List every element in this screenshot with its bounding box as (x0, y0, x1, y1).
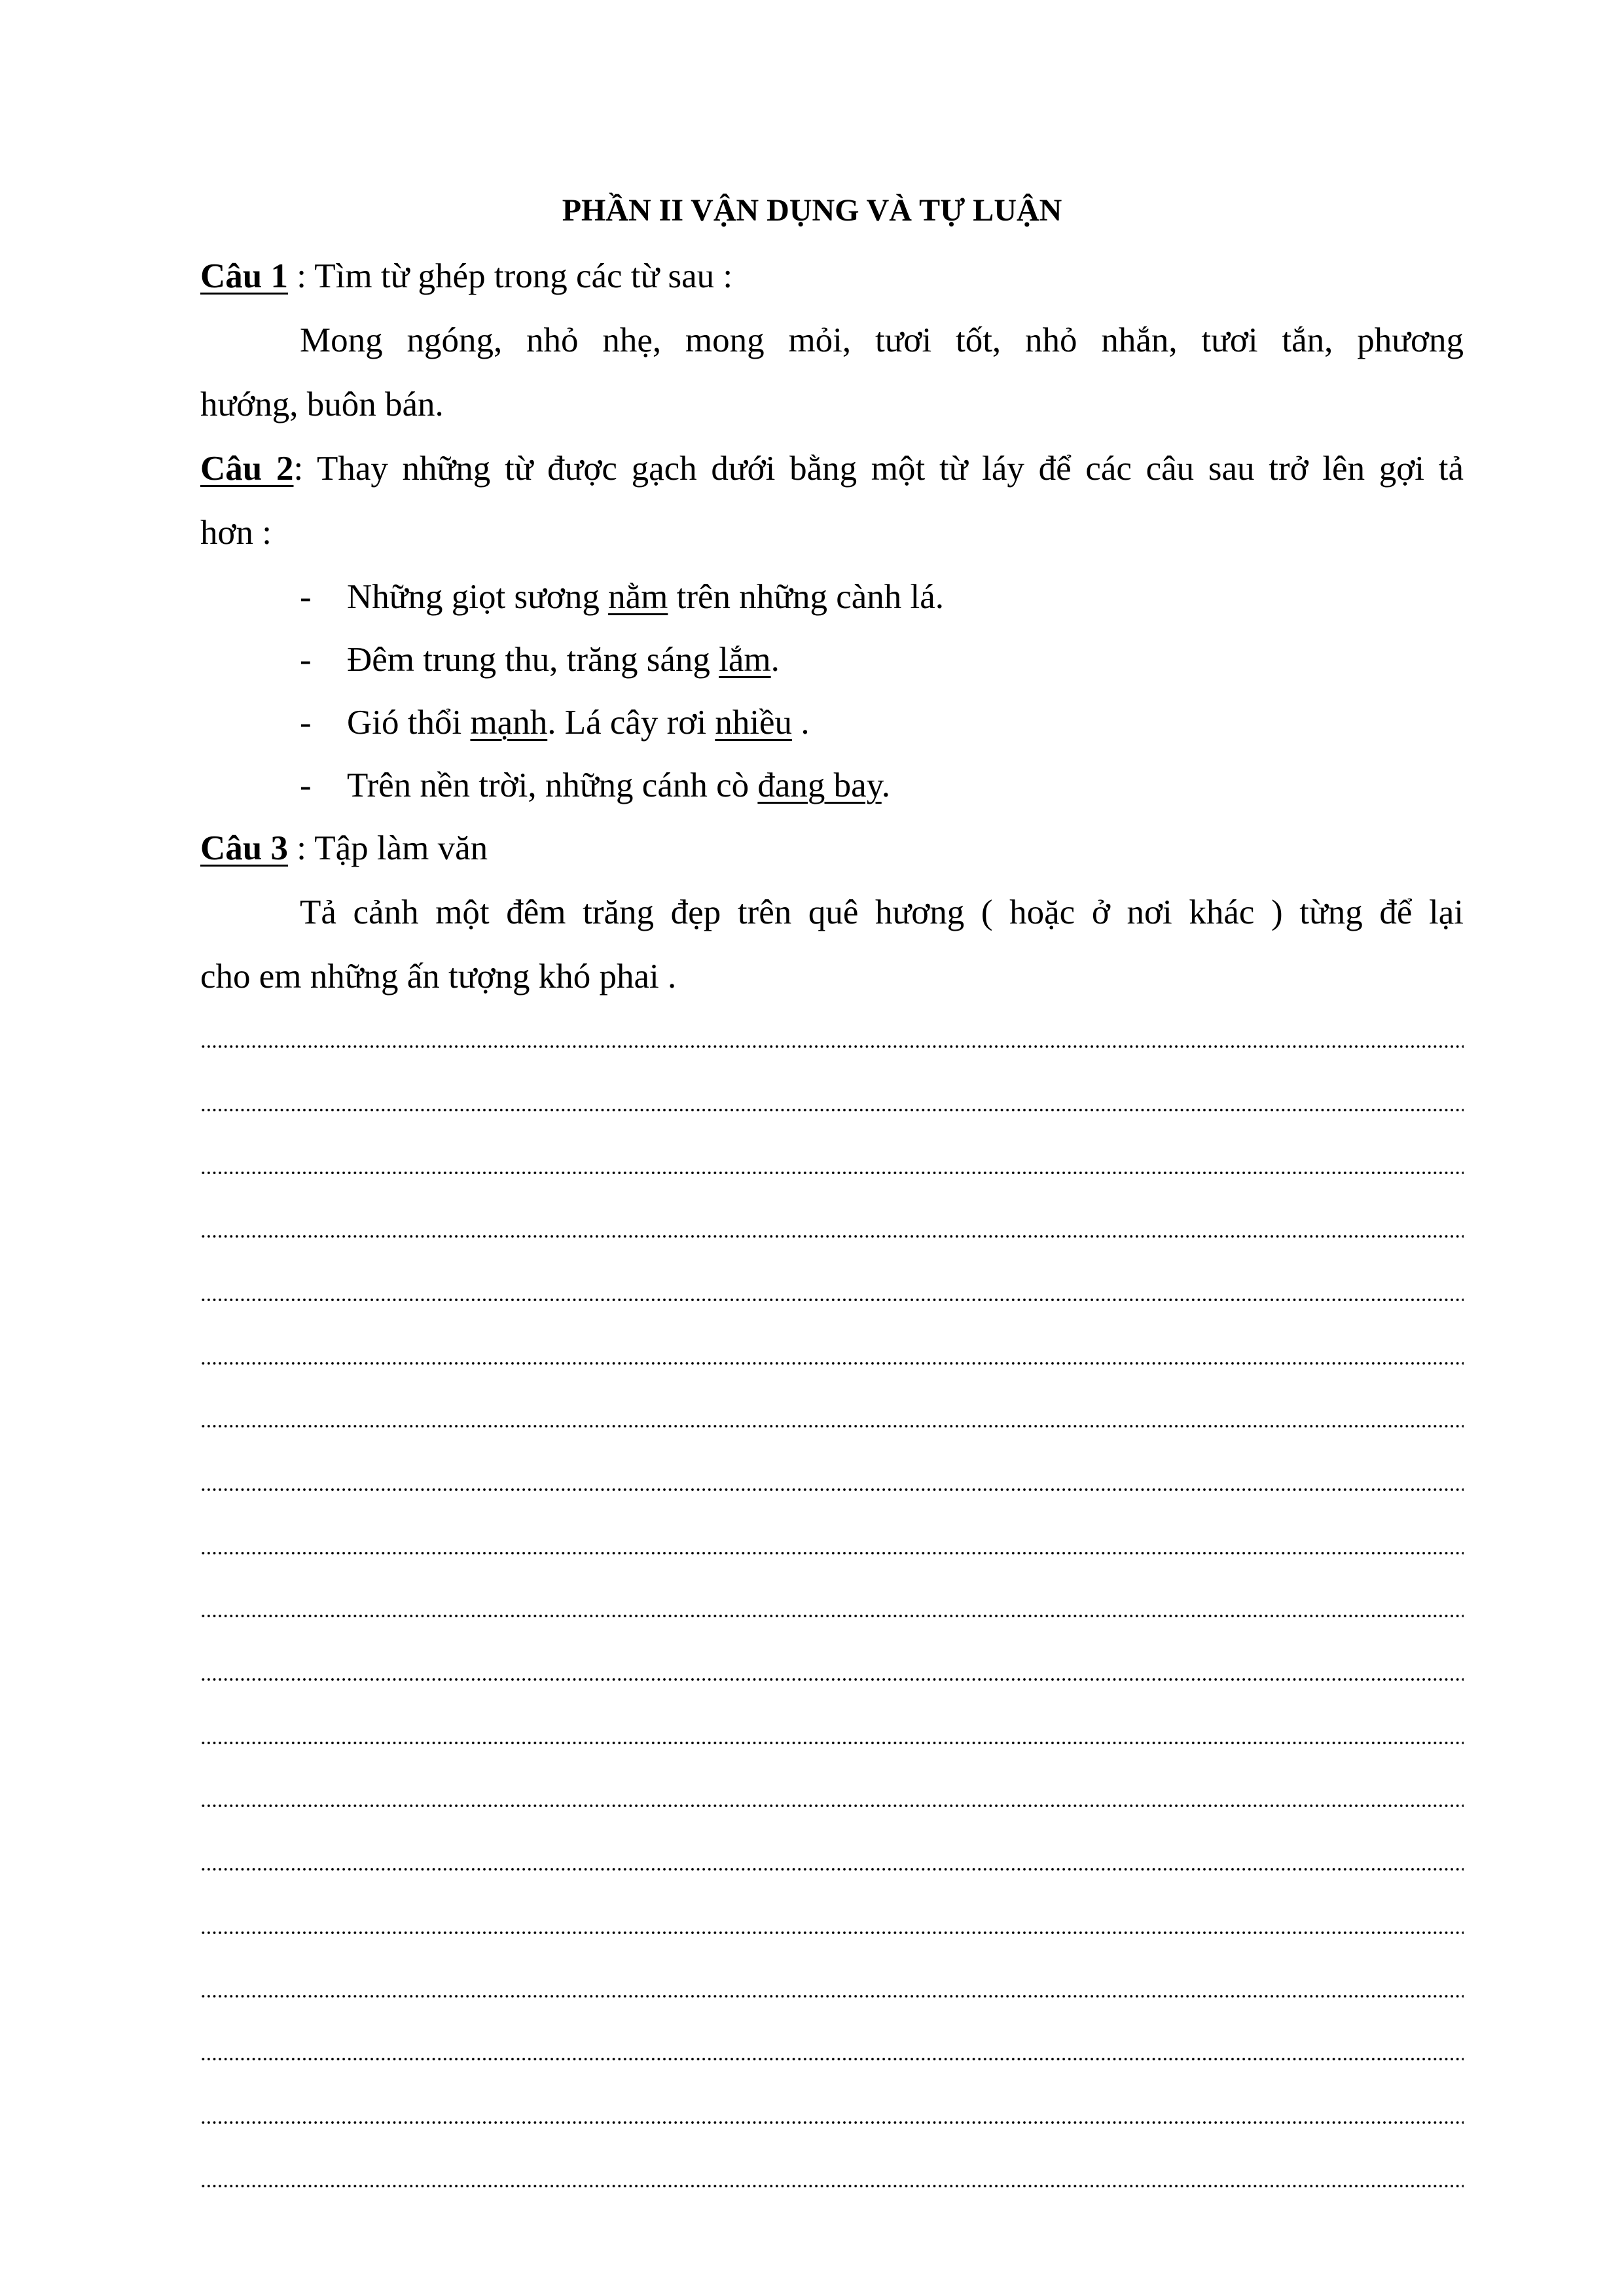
question-3-prompt (200, 825, 1464, 871)
question-2-text-line-2: hơn : (200, 514, 272, 552)
dash: - (300, 704, 312, 742)
answer-dotted-line[interactable] (200, 1045, 1464, 1048)
underlined-word: đang bay (757, 766, 882, 804)
answer-dotted-line[interactable] (200, 1552, 1464, 1554)
answer-dotted-line[interactable] (200, 1995, 1464, 1998)
question-1-text: : Tìm từ ghép trong các từ sau : (288, 257, 733, 295)
question-1-prompt (200, 253, 1464, 299)
answer-dotted-line[interactable] (200, 1172, 1464, 1174)
answer-dotted-line[interactable] (200, 1931, 1464, 1934)
answer-dotted-line[interactable] (200, 1804, 1464, 1807)
answer-dotted-line[interactable] (200, 2058, 1464, 2060)
question-3-label: Câu 3 (200, 829, 289, 867)
question-2-text: : Thay những từ được gạch dưới bằng một từ láy để các câu sau trở lên gợi tả (293, 450, 1464, 488)
answer-dotted-line[interactable] (200, 1299, 1464, 1301)
answer-dotted-line[interactable] (200, 1362, 1464, 1365)
question-3-text: : Tập làm văn (288, 829, 488, 867)
question-2-item-4: - Trên nền trời, những cánh cò đang bay. (300, 762, 890, 808)
underlined-word: lắm (719, 641, 771, 679)
question-2-item-2: - Đêm trung thu, trăng sáng lắm. (300, 637, 780, 683)
answer-dotted-line[interactable] (200, 1109, 1464, 1111)
dash: - (300, 578, 312, 616)
question-2-prompt (200, 446, 1464, 492)
answer-dotted-line[interactable] (200, 1615, 1464, 1617)
answer-dotted-line[interactable] (200, 1235, 1464, 1238)
answer-dotted-line[interactable] (200, 1678, 1464, 1681)
question-1-words-line-1: Mong ngóng, nhỏ nhẹ, mong mỏi, tươi tốt, nhỏ nhắn, tươi tắn, phương (300, 321, 1464, 359)
page-title: PHẦN II VẬN DỤNG VÀ TỰ LUẬN (562, 193, 1062, 228)
underlined-word: mạnh (470, 704, 548, 742)
question-2-item-3: - Gió thổi mạnh. Lá cây rơi nhiều . (300, 700, 810, 745)
underlined-word: nhiều (715, 704, 793, 742)
question-1-words-line-2: hướng, buôn bán. (200, 386, 444, 423)
answer-dotted-line[interactable] (200, 1425, 1464, 1427)
question-2-label: Câu 2 (200, 450, 294, 488)
question-3-task-line-1: Tả cảnh một đêm trăng đẹp trên quê hương ( hoặc ở nơi khác ) từng để lại (300, 893, 1464, 931)
question-1-label: Câu 1 (200, 257, 289, 295)
answer-dotted-line[interactable] (200, 2121, 1464, 2124)
dash: - (300, 766, 312, 804)
underlined-word: nằm (608, 578, 668, 616)
question-2-item-1: - Những giọt sương nằm trên những cành lá. (300, 574, 944, 620)
answer-dotted-line[interactable] (200, 1488, 1464, 1491)
question-3-task-line-2: cho em những ấn tượng khó phai . (200, 958, 677, 996)
dash: - (300, 641, 312, 679)
answer-dotted-line[interactable] (200, 1868, 1464, 1871)
answer-dotted-line[interactable] (200, 2185, 1464, 2187)
answer-dotted-line[interactable] (200, 1742, 1464, 1744)
